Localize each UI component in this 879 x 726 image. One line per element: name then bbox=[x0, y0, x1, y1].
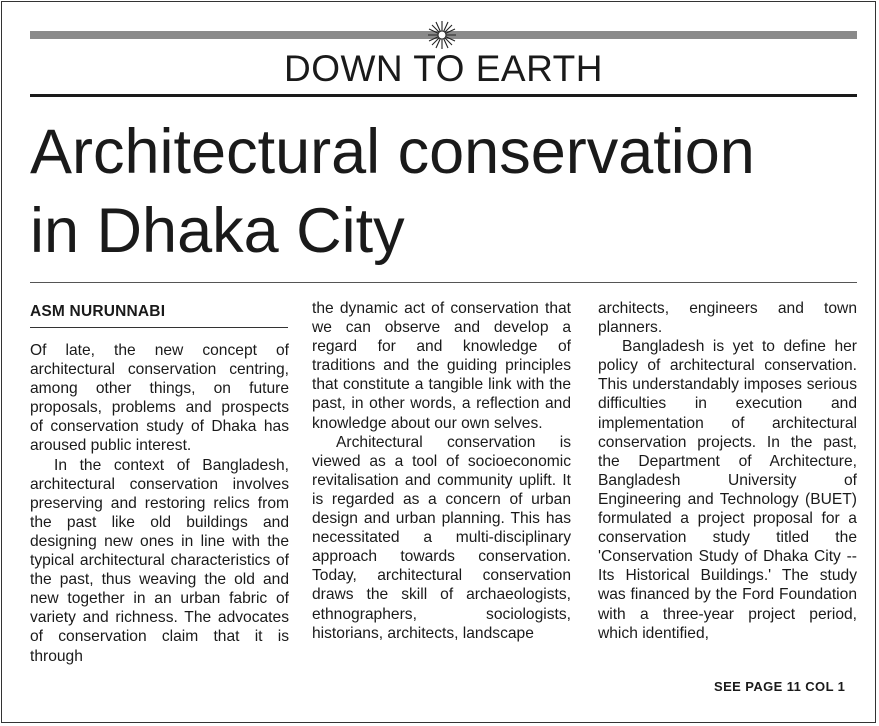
paragraph: Of late, the new concept of architectural conservation centring, among other things, on future proposals, problems and prospects of conservation study of Dhaka has aroused public interest. bbox=[30, 342, 289, 455]
headline-rule bbox=[30, 282, 857, 283]
section-title: DOWN TO EARTH bbox=[284, 48, 603, 89]
section-rule bbox=[30, 94, 857, 97]
paragraph: Bangladesh is yet to define her policy of architectural conservation. This understandably imposes serious difficulties in execution and implementation of architectural conservation projects. In the past, the Department of Architecture, Bangladesh University of Engineering and Technology (BUET) formulated a project proposal for a conservation study titled the 'Conservation Study of Dhaka City -- Its Historical Buildings.' The study was financed by the Ford Foundation with a three-year project period, which identified, bbox=[598, 338, 857, 642]
byline-rule bbox=[30, 327, 288, 328]
headline bbox=[30, 113, 857, 271]
continuation-note: SEE PAGE 11 COL 1 bbox=[714, 679, 846, 694]
headline-line-2: in Dhaka City bbox=[30, 196, 405, 266]
paragraph: Architectural conservation is viewed as a tool of socioeconomic revitalisation and community uplift. It is regarded as a concern of urban design and urban planning. This has necessitated a multi-disciplinary approach towards conservation. Today, architectural conservation draws the skill of archaeologists, ethnographers, sociologists, historians, architects, landscape bbox=[312, 433, 571, 642]
column-3 bbox=[598, 299, 857, 643]
paragraph: the dynamic act of conservation that we can observe and develop a regard for and knowledge of traditions and the guiding principles that constitute a tangible link with the past, in other words, a reflection and knowledge about our own selves. bbox=[312, 300, 571, 432]
paragraph: In the context of Bangladesh, architectural conservation involves preserving and restoring relics from the past like old buildings and designing new ones in line with the typical architectural characteristics of the past, thus weaving the old and new together in an urban fabric of variety and richness. The advocates of conservation claim that it is through bbox=[30, 456, 289, 665]
column-1 bbox=[30, 302, 289, 666]
headline-line-1: Architectural conservation bbox=[30, 117, 755, 187]
column-2 bbox=[312, 299, 571, 643]
paragraph: architects, engineers and town planners. bbox=[598, 300, 857, 337]
byline: ASM NURUNNABI bbox=[30, 303, 166, 320]
